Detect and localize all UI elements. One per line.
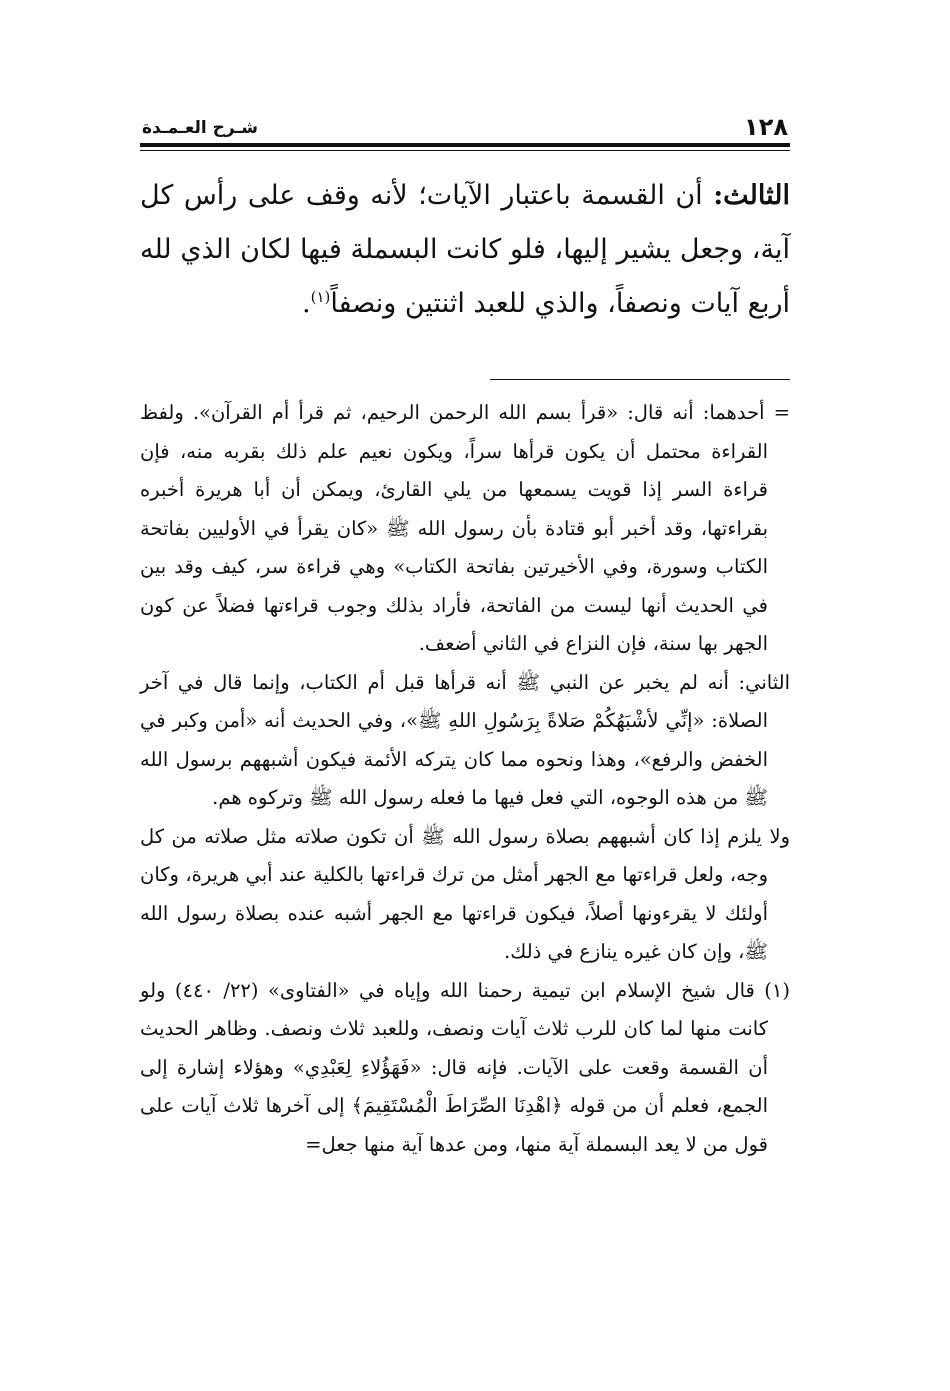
main-body-text: أن القسمة باعتبار الآيات؛ لأنه وقف على رأس كل آية، وجعل يشير إليها، فلو كانت البسملة فيها لكان الذي لله أربع آيات ونصفاً، والذي للعبد اثنتين ونصفاً [140, 180, 790, 319]
lead-word: الثالث: [713, 180, 790, 211]
main-paragraph [140, 169, 790, 331]
footnote-second-point: الثاني: أنه لم يخبر عن النبي ﷺ أنه قرأها قبل أم الكتاب، وإنما قال في آخر الصلاة: «إنِّي لأشْبَهُكُمْ صَلاةً بِرَسُولِ اللهِ ﷺ»، وفي الحديث أنه «أمن وكبر في الخفض والرفع»، وهذا ونحوه مما كان يتركه الأئمة فيكون أشبههم برسول الله ﷺ من هذه الوجوه، التي فعل فيها ما فعله رسول الله ﷺ وتركوه هم. [140, 670, 790, 809]
footnote-1: (١) قال شيخ الإسلام ابن تيمية رحمنا الله وإياه في «الفتاوى» (٢٢/ ٤٤٠) ولو كانت منها لما كان للرب ثلاث آيات ونصف، وللعبد ثلاث ونصف. وظاهر الحديث أن القسمة وقعت على الآيات. فإنه قال: «فَهَؤُلاءِ لِعَبْدِي» وهؤلاء إشارة إلى الجمع، فعلم أن من قوله ﴿اهْدِنَا الصِّرَاطَ الْمُسْتَقِيمَ﴾ إلى آخرها ثلاث آيات على قول من لا يعد البسملة آية منها، ومن عدها آية منها جعل= [140, 978, 790, 1156]
book-page [140, 105, 790, 1164]
page-header [140, 105, 790, 139]
footnote-third-point: ولا يلزم إذا كان أشبههم بصلاة رسول الله ﷺ أن تكون صلاته مثل صلاته من كل وجه، ولعل قراءتها مع الجهر أمثل من ترك قراءتها بالكلية عند أبي هريرة، وكان أولئك لا يقرءونها أصلاً، فيكون قراءتها مع الجهر أشبه عنده بصلاة رسول الله ﷺ، وإن كان غيره ينازع في ذلك. [140, 824, 790, 963]
page-number: ١٢٨ [744, 113, 788, 141]
footnote-marker[interactable]: (١) [310, 288, 331, 306]
header-rule-thick [140, 143, 790, 147]
main-end: . [302, 288, 311, 319]
footnotes-section [140, 394, 790, 1164]
running-title: شـرح العـمـدة [142, 118, 258, 138]
footnote-continuation: = أحدهما: أنه قال: «قرأ بسم الله الرحمن الرحيم، ثم قرأ أم القرآن». ولفظ القراءة محتمل أن يكون قرأها سراً، ويكون نعيم علم ذلك بقربه منه، فإن قراءة السر إذا قويت يسمعها من يلي القارئ، ويمكن أن أبا هريرة أخبره بقراءتها، وقد أخبر أبو قتادة بأن رسول الله ﷺ «كان يقرأ في الأوليين بفاتحة الكتاب وسورة، وفي الأخيرتين بفاتحة الكتاب» وهي قراءة سر، كيف وقد بين في الحديث أنها ليست من الفاتحة، فأراد بذلك وجوب قراءتها فضلاً عن كون الجهر بها سنة، فإن النزاع في الثاني أضعف. [140, 401, 790, 655]
footnote-separator [490, 379, 790, 380]
header-rule-thin [140, 150, 790, 151]
